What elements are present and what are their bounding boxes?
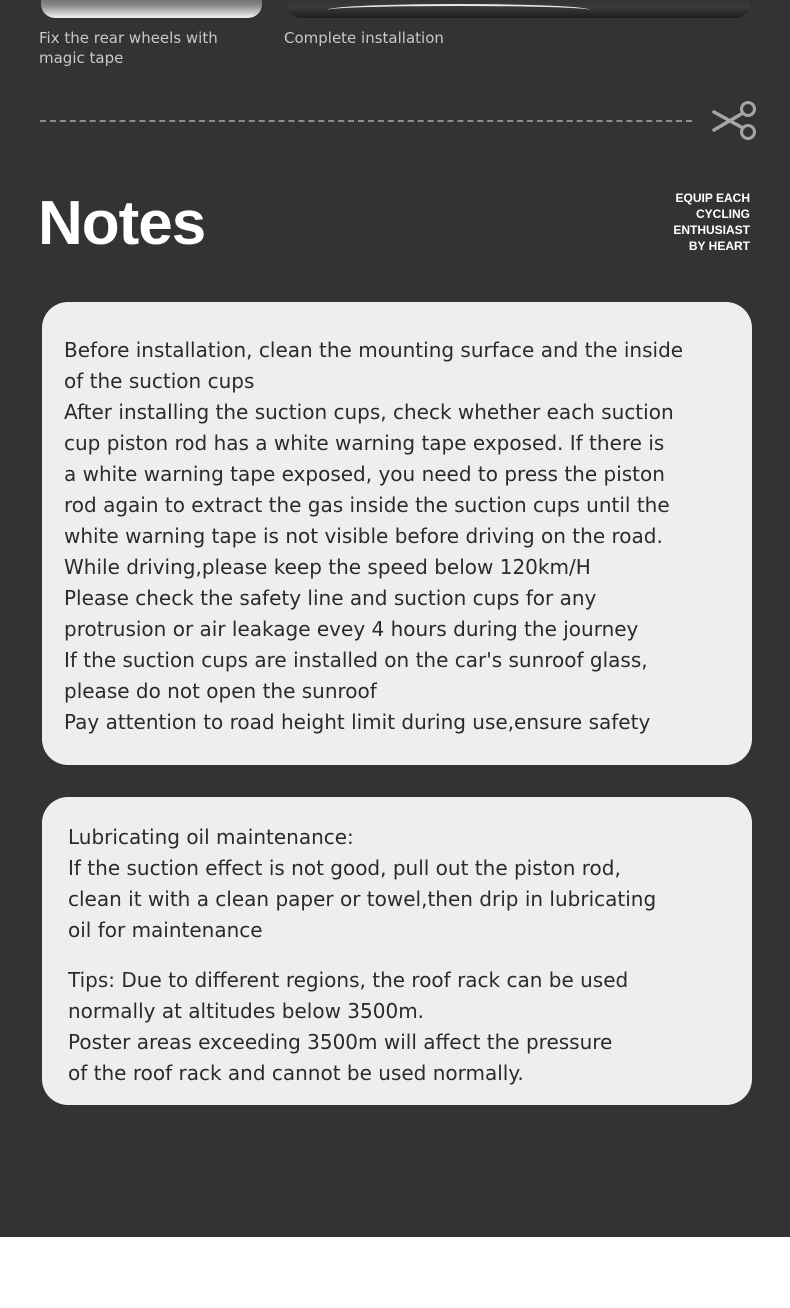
- note-line: of the suction cups: [64, 369, 255, 393]
- note-line: Pay attention to road height limit during use,ensure safety: [64, 710, 651, 734]
- tips-line: of the roof rack and cannot be used normally.: [68, 1061, 524, 1085]
- section-spacer: [68, 946, 732, 965]
- car-roof-outline: [327, 4, 590, 16]
- installation-caption: Complete installation: [284, 29, 444, 47]
- installation-photo: [287, 0, 750, 18]
- rear-wheel-caption: [39, 28, 269, 68]
- tips-line: normally at altitudes below 3500m.: [68, 999, 425, 1023]
- tagline-line: BY HEART: [688, 239, 750, 253]
- caption-line: Fix the rear wheels with: [39, 29, 218, 47]
- dashed-cut-line: [40, 120, 692, 122]
- maintenance-tips-card: [42, 797, 752, 1105]
- note-line: While driving,please keep the speed below 120km/H: [64, 555, 591, 579]
- installation-notes-card: [42, 302, 752, 765]
- maintenance-line: Lubricating oil maintenance:: [68, 825, 354, 849]
- brand-tagline: [610, 190, 750, 254]
- rear-wheel-photo: [41, 0, 262, 18]
- tagline-line: EQUIP EACH: [675, 191, 750, 205]
- note-line: Before installation, clean the mounting surface and the inside: [64, 338, 684, 362]
- scissors-icon: [710, 100, 758, 142]
- note-line: white warning tape is not visible before driving on the road.: [64, 524, 663, 548]
- tips-line: Tips: Due to different regions, the roof rack can be used: [68, 968, 629, 992]
- note-line: After installing the suction cups, check whether each suction: [64, 400, 674, 424]
- note-line: a white warning tape exposed, you need to press the piston: [64, 462, 665, 486]
- tips-section: [68, 965, 732, 1089]
- tips-line: Poster areas exceeding 3500m will affect the pressure: [68, 1030, 613, 1054]
- maintenance-line: If the suction effect is not good, pull out the piston rod,: [68, 856, 621, 880]
- page-title: Notes: [38, 189, 206, 258]
- note-line: please do not open the sunroof: [64, 679, 377, 703]
- tagline-line: CYCLING: [696, 207, 750, 221]
- note-line: protrusion or air leakage evey 4 hours during the journey: [64, 617, 639, 641]
- note-line: Please check the safety line and suction cups for any: [64, 586, 597, 610]
- note-line: If the suction cups are installed on the car's sunroof glass,: [64, 648, 648, 672]
- note-line: cup piston rod has a white warning tape exposed. If there is: [64, 431, 665, 455]
- tagline-line: ENTHUSIAST: [673, 223, 750, 237]
- note-line: rod again to extract the gas inside the suction cups until the: [64, 493, 670, 517]
- maintenance-line: clean it with a clean paper or towel,then drip in lubricating: [68, 887, 657, 911]
- maintenance-section: [68, 822, 732, 946]
- caption-line: magic tape: [39, 49, 124, 67]
- maintenance-line: oil for maintenance: [68, 918, 263, 942]
